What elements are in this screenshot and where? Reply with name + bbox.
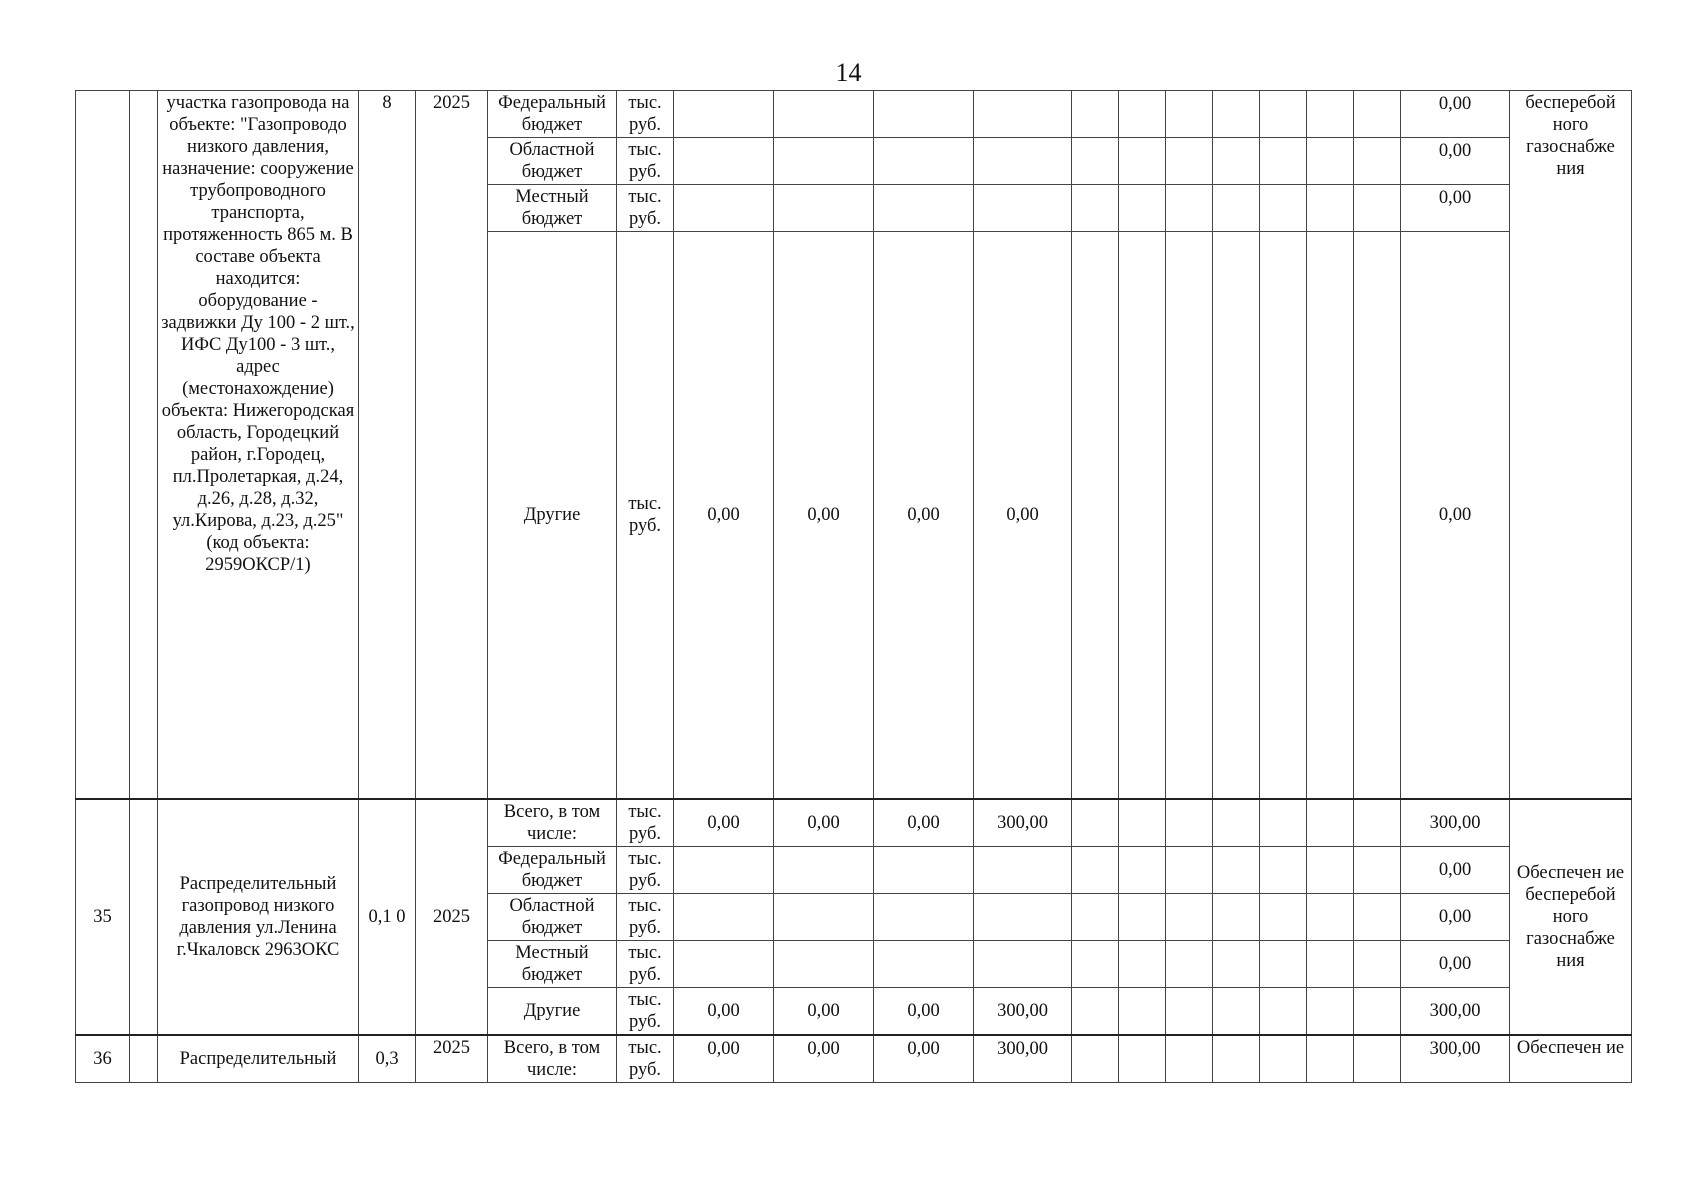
object-name-cell: Распределительный <box>158 1035 359 1083</box>
empty-cell <box>1166 987 1213 1035</box>
empty-cell <box>1072 940 1119 987</box>
empty-cell <box>1166 846 1213 893</box>
source-cell: Местный бюджет <box>488 940 617 987</box>
empty-cell <box>1213 232 1260 799</box>
empty-cell <box>1354 846 1401 893</box>
empty-cell <box>1119 893 1166 940</box>
year-cell: 2025 <box>416 799 488 1035</box>
value-cell: 0,00 <box>674 987 774 1035</box>
empty-cell <box>1260 185 1307 232</box>
unit-cell: тыс. руб. <box>617 138 674 185</box>
empty-cell <box>1354 185 1401 232</box>
empty-cell <box>1166 232 1213 799</box>
empty-cell <box>1307 185 1354 232</box>
source-cell: Другие <box>488 232 617 799</box>
value-cell: 0,00 <box>774 799 874 847</box>
empty-cell <box>1260 232 1307 799</box>
value-cell: 0,00 <box>874 799 974 847</box>
blank-cell <box>130 1035 158 1083</box>
value-cell <box>974 940 1072 987</box>
value-cell: 300,00 <box>974 987 1072 1035</box>
source-cell: Местный бюджет <box>488 185 617 232</box>
empty-cell <box>1072 799 1119 847</box>
empty-cell <box>1354 1035 1401 1083</box>
empty-cell <box>1260 893 1307 940</box>
empty-cell <box>1119 940 1166 987</box>
empty-cell <box>1260 1035 1307 1083</box>
value-cell: 300,00 <box>974 1035 1072 1083</box>
empty-cell <box>1213 846 1260 893</box>
total-cell: 0,00 <box>1401 185 1510 232</box>
length-cell: 0,1 0 <box>359 799 416 1035</box>
empty-cell <box>1354 799 1401 847</box>
value-cell <box>874 846 974 893</box>
source-cell: Областной бюджет <box>488 138 617 185</box>
empty-cell <box>1307 987 1354 1035</box>
empty-cell <box>1166 940 1213 987</box>
total-cell: 0,00 <box>1401 138 1510 185</box>
empty-cell <box>1213 893 1260 940</box>
unit-cell: тыс. руб. <box>617 799 674 847</box>
empty-cell <box>1166 138 1213 185</box>
unit-cell: тыс. руб. <box>617 987 674 1035</box>
empty-cell <box>1119 138 1166 185</box>
empty-cell <box>1213 940 1260 987</box>
unit-cell: тыс. руб. <box>617 940 674 987</box>
empty-cell <box>1072 91 1119 138</box>
value-cell <box>974 138 1072 185</box>
source-cell: Всего, в том числе: <box>488 1035 617 1083</box>
empty-cell <box>1307 232 1354 799</box>
value-cell: 0,00 <box>774 987 874 1035</box>
total-cell: 300,00 <box>1401 799 1510 847</box>
empty-cell <box>1307 940 1354 987</box>
empty-cell <box>1119 232 1166 799</box>
empty-cell <box>1119 799 1166 847</box>
value-cell <box>974 91 1072 138</box>
empty-cell <box>1354 940 1401 987</box>
empty-cell <box>1354 91 1401 138</box>
source-cell: Всего, в том числе: <box>488 799 617 847</box>
total-cell: 0,00 <box>1401 91 1510 138</box>
empty-cell <box>1307 1035 1354 1083</box>
empty-cell <box>1260 91 1307 138</box>
length-cell: 8 <box>359 91 416 799</box>
value-cell <box>674 893 774 940</box>
year-cell: 2025 <box>416 91 488 799</box>
result-cell: бесперебой ного газоснабже ния <box>1510 91 1632 799</box>
value-cell: 0,00 <box>874 1035 974 1083</box>
blank-cell <box>130 799 158 1035</box>
empty-cell <box>1119 91 1166 138</box>
empty-cell <box>1213 138 1260 185</box>
empty-cell <box>1213 987 1260 1035</box>
object-name-cell: Распределительный газопровод низкого давления ул.Ленина г.Чкаловск 2963ОКС <box>158 799 359 1035</box>
value-cell <box>774 185 874 232</box>
value-cell <box>874 138 974 185</box>
row-number-cell: 35 <box>76 799 130 1035</box>
value-cell: 300,00 <box>974 799 1072 847</box>
value-cell <box>674 940 774 987</box>
empty-cell <box>1166 185 1213 232</box>
unit-cell: тыс. руб. <box>617 91 674 138</box>
empty-cell <box>1119 1035 1166 1083</box>
total-cell: 300,00 <box>1401 1035 1510 1083</box>
value-cell: 0,00 <box>874 232 974 799</box>
value-cell <box>674 91 774 138</box>
empty-cell <box>1213 1035 1260 1083</box>
empty-cell <box>1119 846 1166 893</box>
empty-cell <box>1166 893 1213 940</box>
unit-cell: тыс. руб. <box>617 893 674 940</box>
blank-cell <box>130 91 158 799</box>
source-cell: Федеральный бюджет <box>488 91 617 138</box>
empty-cell <box>1213 185 1260 232</box>
object-name-cell: участка газопровода на объекте: "Газопроводо низкого давления, назначение: сооружение трубопроводного транспорта, протяженность 865 м. В составе объекта находится: оборудование - задвижки Ду 100 - 2 шт., ИФС Ду100 - 3 шт., адрес (местонахождение) объекта: Нижегородская область, Городецкий район, г.Городец, пл.Пролетаркая, д.24, д.26, д.28, д.32, ул.Кирова, д.23, д.25" (код объекта: 2959ОКСР/1) <box>158 91 359 799</box>
empty-cell <box>1072 846 1119 893</box>
value-cell <box>974 893 1072 940</box>
value-cell <box>774 846 874 893</box>
total-cell: 0,00 <box>1401 940 1510 987</box>
value-cell: 0,00 <box>674 799 774 847</box>
value-cell <box>874 185 974 232</box>
empty-cell <box>1166 91 1213 138</box>
empty-cell <box>1072 1035 1119 1083</box>
empty-cell <box>1307 846 1354 893</box>
empty-cell <box>1307 799 1354 847</box>
budget-table <box>75 90 1632 1083</box>
empty-cell <box>1354 138 1401 185</box>
empty-cell <box>1072 138 1119 185</box>
value-cell <box>874 940 974 987</box>
unit-cell: тыс. руб. <box>617 846 674 893</box>
empty-cell <box>1260 940 1307 987</box>
value-cell <box>874 91 974 138</box>
empty-cell <box>1119 185 1166 232</box>
value-cell <box>974 846 1072 893</box>
value-cell <box>674 185 774 232</box>
value-cell <box>774 893 874 940</box>
empty-cell <box>1260 846 1307 893</box>
value-cell <box>874 893 974 940</box>
empty-cell <box>1072 987 1119 1035</box>
value-cell <box>774 138 874 185</box>
unit-cell: тыс. руб. <box>617 232 674 799</box>
result-cell: Обеспечен ие бесперебой ного газоснабже ния <box>1510 799 1632 1035</box>
empty-cell <box>1354 232 1401 799</box>
value-cell <box>774 940 874 987</box>
year-cell: 2025 <box>416 1035 488 1083</box>
empty-cell <box>1260 987 1307 1035</box>
source-cell: Федеральный бюджет <box>488 846 617 893</box>
empty-cell <box>1119 987 1166 1035</box>
value-cell: 0,00 <box>674 1035 774 1083</box>
empty-cell <box>1166 1035 1213 1083</box>
empty-cell <box>1307 138 1354 185</box>
total-cell: 0,00 <box>1401 232 1510 799</box>
length-cell: 0,3 <box>359 1035 416 1083</box>
empty-cell <box>1354 987 1401 1035</box>
value-cell: 0,00 <box>974 232 1072 799</box>
result-cell: Обеспечен ие <box>1510 1035 1632 1083</box>
empty-cell <box>1307 893 1354 940</box>
value-cell: 0,00 <box>674 232 774 799</box>
source-cell: Другие <box>488 987 617 1035</box>
empty-cell <box>1166 799 1213 847</box>
empty-cell <box>1260 799 1307 847</box>
row-number-cell: 36 <box>76 1035 130 1083</box>
value-cell <box>974 185 1072 232</box>
empty-cell <box>1213 91 1260 138</box>
row-number-cell <box>76 91 130 799</box>
unit-cell: тыс. руб. <box>617 1035 674 1083</box>
empty-cell <box>1354 893 1401 940</box>
value-cell <box>674 846 774 893</box>
source-cell: Областной бюджет <box>488 893 617 940</box>
value-cell <box>774 91 874 138</box>
empty-cell <box>1072 893 1119 940</box>
value-cell <box>674 138 774 185</box>
value-cell: 0,00 <box>874 987 974 1035</box>
total-cell: 0,00 <box>1401 846 1510 893</box>
unit-cell: тыс. руб. <box>617 185 674 232</box>
empty-cell <box>1072 185 1119 232</box>
value-cell: 0,00 <box>774 1035 874 1083</box>
value-cell: 0,00 <box>774 232 874 799</box>
empty-cell <box>1072 232 1119 799</box>
total-cell: 300,00 <box>1401 987 1510 1035</box>
total-cell: 0,00 <box>1401 893 1510 940</box>
page-number: 14 <box>835 58 862 87</box>
empty-cell <box>1213 799 1260 847</box>
empty-cell <box>1260 138 1307 185</box>
empty-cell <box>1307 91 1354 138</box>
